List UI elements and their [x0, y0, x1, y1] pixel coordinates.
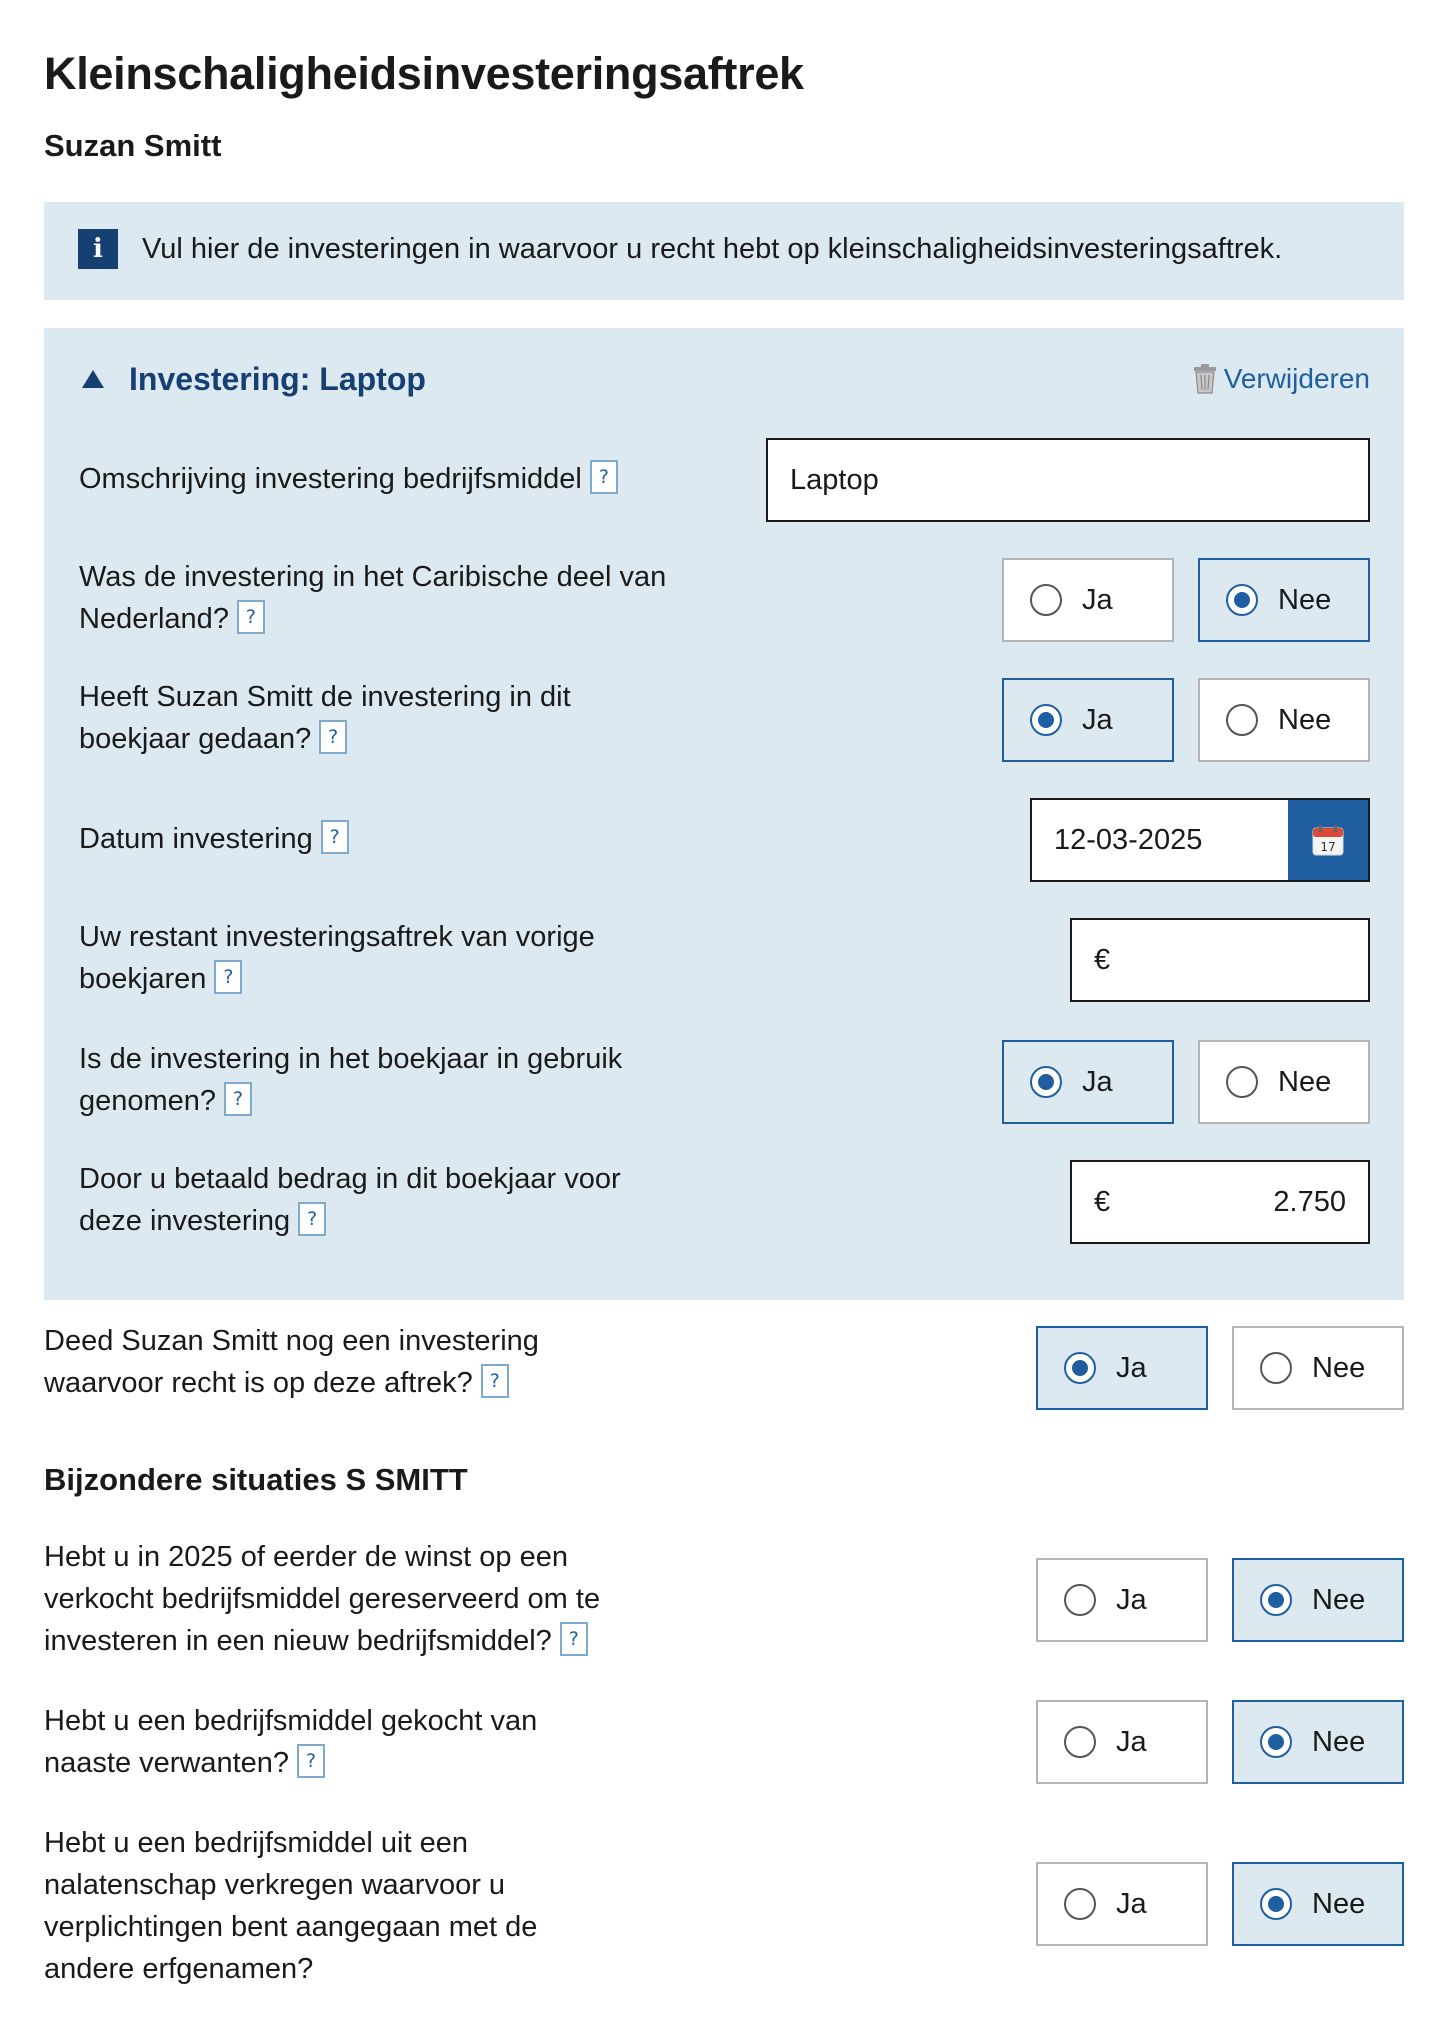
reserved-profit-yes-radio[interactable] [1036, 1558, 1208, 1642]
euro-symbol: € [1094, 944, 1111, 976]
euro-symbol: € [1094, 1186, 1111, 1218]
remaining-question [79, 916, 679, 1000]
collapse-triangle-icon[interactable] [82, 370, 104, 388]
info-banner [44, 202, 1404, 300]
radio-circle [1226, 704, 1258, 736]
radio-label: Nee [1278, 704, 1332, 736]
help-icon[interactable]: ? [214, 960, 242, 994]
this-year-question [79, 676, 639, 760]
in-use-label: Is de investering in het boekjaar in gebruik genomen? [79, 1043, 623, 1117]
radio-circle [1030, 584, 1062, 616]
date-label: Datum investering [79, 823, 313, 855]
delete-investment-link[interactable] [1192, 363, 1370, 395]
relatives-yes-radio[interactable] [1036, 1700, 1208, 1784]
calendar-icon [1312, 824, 1344, 856]
another-no-radio[interactable] [1232, 1326, 1404, 1410]
help-icon[interactable]: ? [560, 1622, 588, 1656]
caribbean-no-radio[interactable] [1198, 558, 1370, 642]
this-year-label: Heeft Suzan Smitt de investering in dit boekjaar gedaan? [79, 681, 571, 755]
radio-circle [1064, 1888, 1096, 1920]
info-text: Vul hier de investeringen in waarvoor u recht hebt op kleinschaligheidsinvesteringsaftrek. [142, 233, 1283, 265]
help-icon[interactable]: ? [321, 820, 349, 854]
radio-circle [1260, 1352, 1292, 1384]
paid-label: Door u betaald bedrag in dit boekjaar voor deze investering [79, 1163, 621, 1237]
radio-label: Nee [1312, 1888, 1366, 1920]
help-icon[interactable]: ? [590, 460, 618, 494]
help-icon[interactable]: ? [297, 1744, 325, 1778]
relatives-no-radio[interactable] [1232, 1700, 1404, 1784]
in-use-yes-radio[interactable] [1002, 1040, 1174, 1124]
radio-circle [1064, 1584, 1096, 1616]
inheritance-no-radio[interactable] [1232, 1862, 1404, 1946]
radio-label: Ja [1116, 1584, 1147, 1616]
date-question [79, 818, 719, 860]
radio-circle [1030, 704, 1062, 736]
inheritance-label: Hebt u een bedrijfsmiddel uit een nalatenschap verkregen waarvoor u verplichtingen bent aangegaan met de andere erfgenamen? [44, 1827, 538, 1985]
inheritance-question [44, 1822, 624, 1990]
description-question [79, 458, 719, 500]
radio-circle [1030, 1066, 1062, 1098]
radio-label: Ja [1082, 1066, 1113, 1098]
radio-circle [1064, 1726, 1096, 1758]
date-input[interactable] [1030, 798, 1370, 882]
help-icon[interactable]: ? [319, 720, 347, 754]
radio-label: Ja [1082, 704, 1113, 736]
reserved-profit-label: Hebt u in 2025 of eerder de winst op een verkocht bedrijfsmiddel gereserveerd om te investeren in een nieuw bedrijfsmiddel? [44, 1541, 601, 1657]
caribbean-label: Was de investering in het Caribische deel van Nederland? [79, 561, 667, 635]
help-icon[interactable]: ? [298, 1202, 326, 1236]
radio-label: Nee [1312, 1726, 1366, 1758]
help-icon[interactable]: ? [481, 1364, 509, 1398]
radio-label: Nee [1312, 1584, 1366, 1616]
paid-question [79, 1158, 679, 1242]
remaining-amount-input[interactable] [1070, 918, 1370, 1002]
calendar-button[interactable] [1288, 800, 1368, 880]
radio-label: Ja [1116, 1352, 1147, 1384]
help-icon[interactable]: ? [237, 600, 265, 634]
radio-circle [1226, 1066, 1258, 1098]
taxpayer-name: Suzan Smitt [44, 128, 222, 163]
description-input[interactable] [766, 438, 1370, 522]
date-value: 12-03-2025 [1054, 824, 1203, 856]
this-year-no-radio[interactable] [1198, 678, 1370, 762]
inheritance-yes-radio[interactable] [1036, 1862, 1208, 1946]
radio-circle [1260, 1888, 1292, 1920]
delete-label: Verwijderen [1223, 363, 1370, 394]
caribbean-yes-radio[interactable] [1002, 558, 1174, 642]
radio-circle [1064, 1352, 1096, 1384]
radio-label: Nee [1278, 1066, 1332, 1098]
this-year-yes-radio[interactable] [1002, 678, 1174, 762]
radio-label: Nee [1278, 584, 1332, 616]
in-use-question [79, 1038, 699, 1122]
paid-amount-value: 2.750 [1273, 1186, 1346, 1218]
another-investment-question [44, 1320, 604, 1404]
info-icon: i [78, 229, 118, 269]
radio-label: Ja [1082, 584, 1113, 616]
in-use-no-radio[interactable] [1198, 1040, 1370, 1124]
radio-label: Ja [1116, 1726, 1147, 1758]
paid-amount-input[interactable] [1070, 1160, 1370, 1244]
radio-circle [1226, 584, 1258, 616]
page-title: Kleinschaligheidsinvesteringsaftrek [44, 48, 804, 99]
investment-panel [44, 328, 1404, 1300]
radio-circle [1260, 1584, 1292, 1616]
radio-circle [1260, 1726, 1292, 1758]
reserved-profit-question [44, 1536, 684, 1662]
radio-label: Ja [1116, 1888, 1147, 1920]
another-investment-label: Deed Suzan Smitt nog een investering waarvoor recht is op deze aftrek? [44, 1325, 539, 1399]
special-situations-title: Bijzondere situaties S SMITT [44, 1462, 468, 1497]
investment-panel-title[interactable]: Investering: Laptop [129, 361, 426, 397]
relatives-question [44, 1700, 624, 1784]
remaining-label: Uw restant investeringsaftrek van vorige boekjaren [79, 921, 595, 995]
radio-label: Nee [1312, 1352, 1366, 1384]
reserved-profit-no-radio[interactable] [1232, 1558, 1404, 1642]
description-label: Omschrijving investering bedrijfsmiddel [79, 463, 582, 495]
relatives-label: Hebt u een bedrijfsmiddel gekocht van naaste verwanten? [44, 1705, 538, 1779]
svg-text:17: 17 [1320, 840, 1336, 854]
help-icon[interactable]: ? [224, 1082, 252, 1116]
caribbean-question [79, 556, 719, 640]
trash-icon [1192, 364, 1218, 394]
another-yes-radio[interactable] [1036, 1326, 1208, 1410]
